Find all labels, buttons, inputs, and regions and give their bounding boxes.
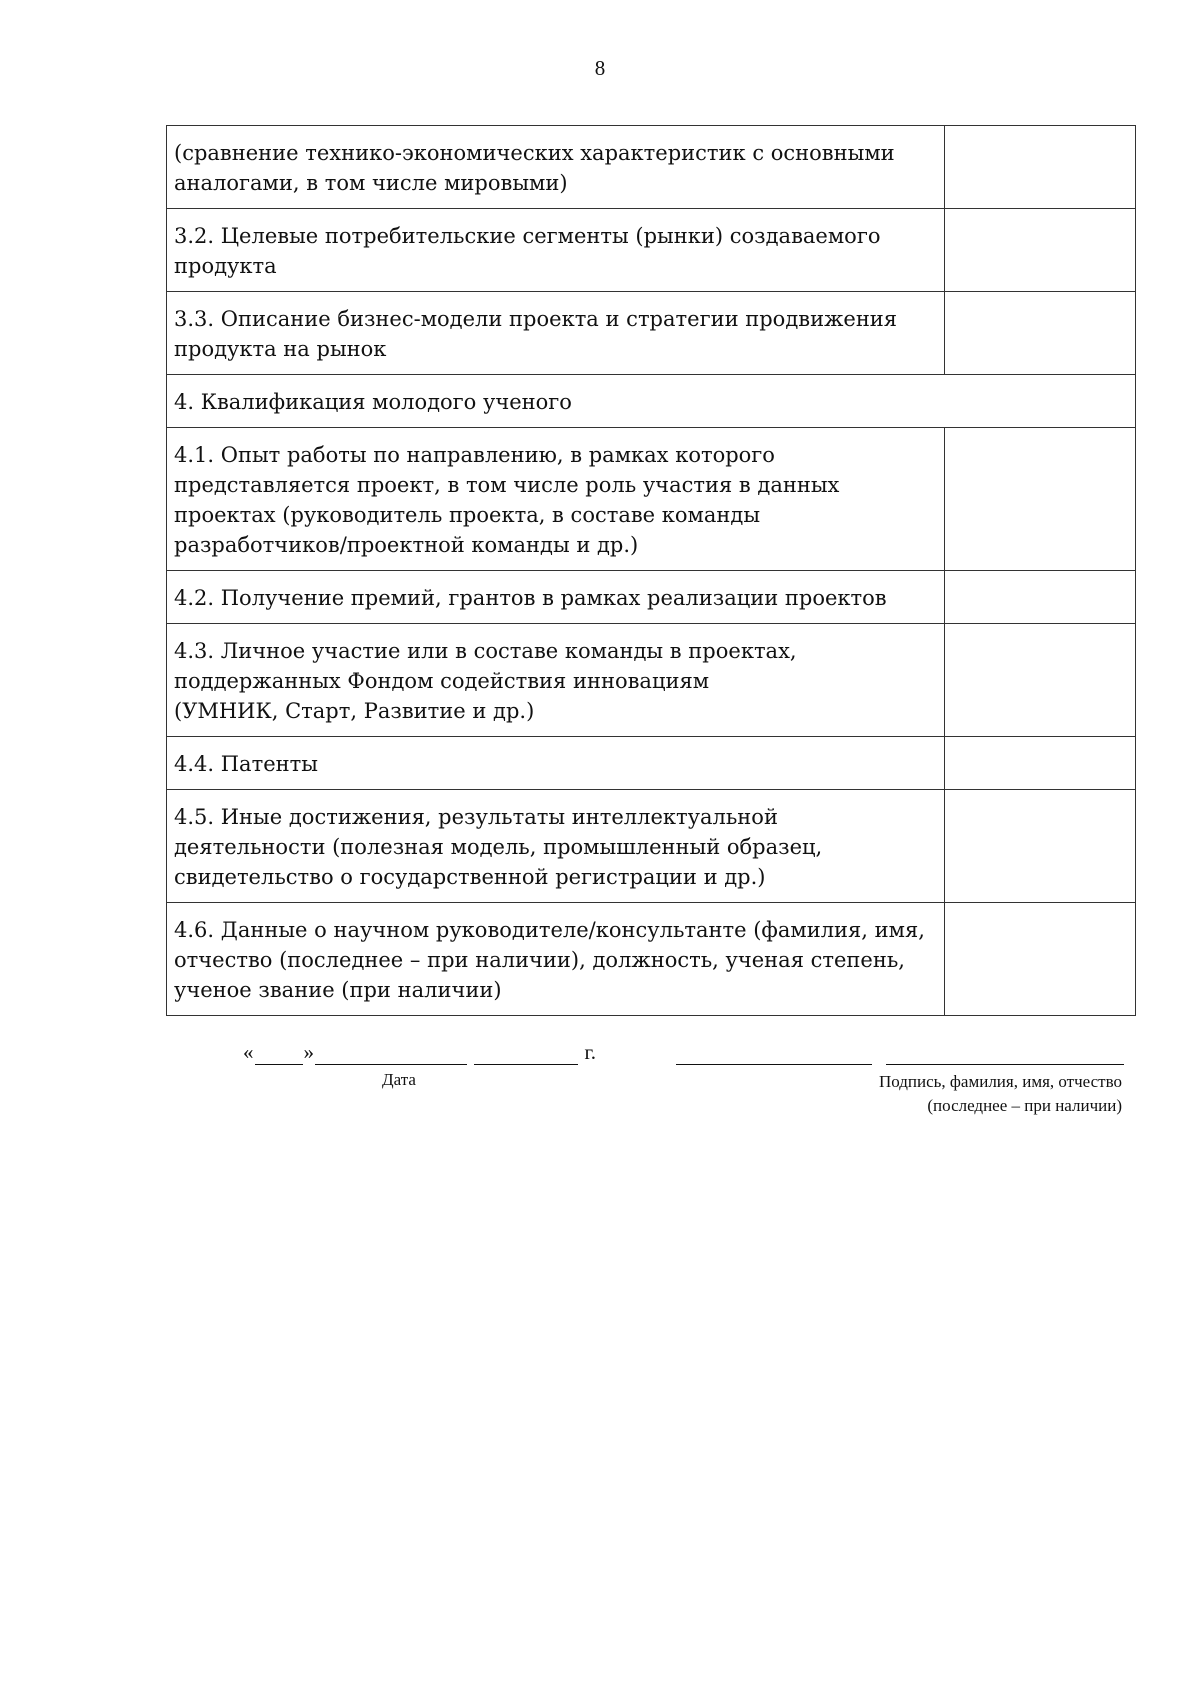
signature-block [0,1040,1200,1160]
signature-lines [676,1040,1124,1065]
year-blank[interactable] [474,1044,578,1065]
criterion-value-cell[interactable] [945,292,1136,375]
date-field[interactable] [243,1040,596,1065]
table-row [167,571,1136,624]
criterion-label-cell: 4.5. Иные достижения, результаты интеллектуальной деятельности (полезная модель, промышленный образец, свидетельство о государственной регистрации и др.) [167,790,945,903]
open-quote: « [243,1040,254,1064]
criterion-label-cell: 4.6. Данные о научном руководителе/консультанте (фамилия, имя, отчество (последнее – при наличии), должность, ученая степень, ученое звание (при наличии) [167,903,945,1016]
criterion-value-cell[interactable] [945,428,1136,571]
criterion-value-cell[interactable] [945,624,1136,737]
criterion-value-cell[interactable] [945,126,1136,209]
criterion-label-cell: (сравнение технико-экономических характеристик с основными аналогами, в том числе мировыми) [167,126,945,209]
table-row [167,624,1136,737]
year-suffix: г. [584,1040,596,1064]
criterion-label-cell: 4.3. Личное участие или в составе команды в проектах, поддержанных Фондом содействия инновациям (УМНИК, Старт, Развитие и др.) [167,624,945,737]
criterion-value-cell[interactable] [945,903,1136,1016]
table-row [167,292,1136,375]
table-row [167,903,1136,1016]
criterion-value-cell[interactable] [945,209,1136,292]
table-row [167,375,1136,428]
close-quote: » [303,1040,314,1064]
month-blank[interactable] [315,1044,467,1065]
criterion-label-cell: 3.3. Описание бизнес-модели проекта и стратегии продвижения продукта на рынок [167,292,945,375]
date-caption: Дата [382,1070,416,1089]
day-blank[interactable] [255,1044,303,1065]
table-row [167,126,1136,209]
criterion-label-cell: 4.4. Патенты [167,737,945,790]
application-form-table [166,125,1136,1016]
signature-caption-line-2: (последнее – при наличии) [927,1096,1122,1115]
criterion-value-cell[interactable] [945,790,1136,903]
criterion-label-cell: 4.2. Получение премий, грантов в рамках реализации проектов [167,571,945,624]
page-number: 8 [594,56,606,80]
signature-caption [879,1070,1122,1118]
signature-blank[interactable] [676,1040,872,1065]
section-heading-cell: 4. Квалификация молодого ученого [167,375,1136,428]
criterion-label-cell: 3.2. Целевые потребительские сегменты (рынки) создаваемого продукта [167,209,945,292]
full-name-blank[interactable] [886,1040,1124,1065]
table-row [167,790,1136,903]
table-row [167,209,1136,292]
criterion-value-cell[interactable] [945,737,1136,790]
table-row [167,737,1136,790]
criterion-label-cell: 4.1. Опыт работы по направлению, в рамках которого представляется проект, в том числе роль участия в данных проектах (руководитель проекта, в составе команды разработчиков/проектной команды и др.) [167,428,945,571]
signature-caption-line-1: Подпись, фамилия, имя, отчество [878,1072,1122,1091]
table-row [167,428,1136,571]
criterion-value-cell[interactable] [945,571,1136,624]
